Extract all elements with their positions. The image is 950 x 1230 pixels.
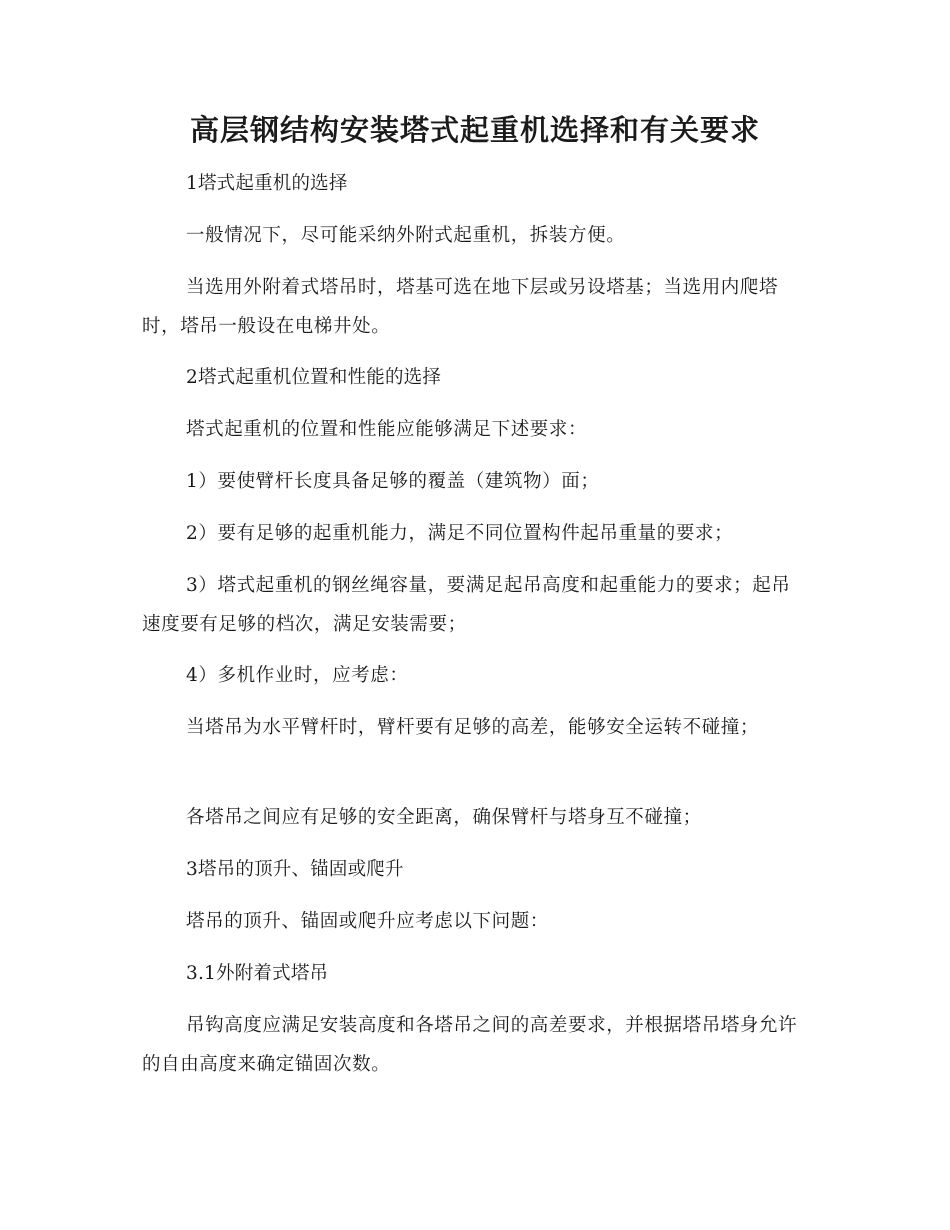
- section-heading-3: 3塔吊的顶升、锚固或爬升: [186, 859, 404, 880]
- list-item: 1）要使臂杆长度具备足够的覆盖（建筑物）面；: [186, 471, 600, 492]
- list-item: 4）多机作业时，应考虑：: [186, 665, 409, 686]
- paragraph: 塔吊的顶升、锚固或爬升应考虑以下问题：: [186, 911, 549, 932]
- paragraph: 当塔吊为水平臂杆时，臂杆要有足够的高差，能够安全运转不碰撞；: [186, 717, 760, 738]
- paragraph: 当选用外附着式塔吊时，塔基可选在地下层或另设塔基；当选用内爬塔时，塔吊一般设在电梯井处。: [142, 277, 779, 337]
- subsection-heading-3-1: 3.1外附着式塔吊: [186, 963, 329, 984]
- list-item: 3）塔式起重机的钢丝绳容量，要满足起吊高度和起重能力的要求；起吊速度要有足够的档次，满足安装需要；: [142, 575, 791, 635]
- document-title: 高层钢结构安装塔式起重机选择和有关要求: [189, 113, 760, 147]
- list-item: 2）要有足够的起重机能力，满足不同位置构件起吊重量的要求；: [186, 523, 734, 544]
- paragraph: 塔式起重机的位置和性能应能够满足下述要求：: [186, 419, 588, 440]
- paragraph: 吊钩高度应满足安装高度和各塔吊之间的高差要求，并根据塔吊塔身允许的自由高度来确定锚固次数。: [142, 1015, 798, 1075]
- paragraph: 一般情况下，尽可能采纳外附式起重机，拆装方便。: [186, 225, 626, 246]
- section-heading-1: 1塔式起重机的选择: [186, 173, 348, 194]
- paragraph: 各塔吊之间应有足够的安全距离，确保臂杆与塔身互不碰撞；: [186, 807, 702, 828]
- section-heading-2: 2塔式起重机位置和性能的选择: [186, 367, 442, 388]
